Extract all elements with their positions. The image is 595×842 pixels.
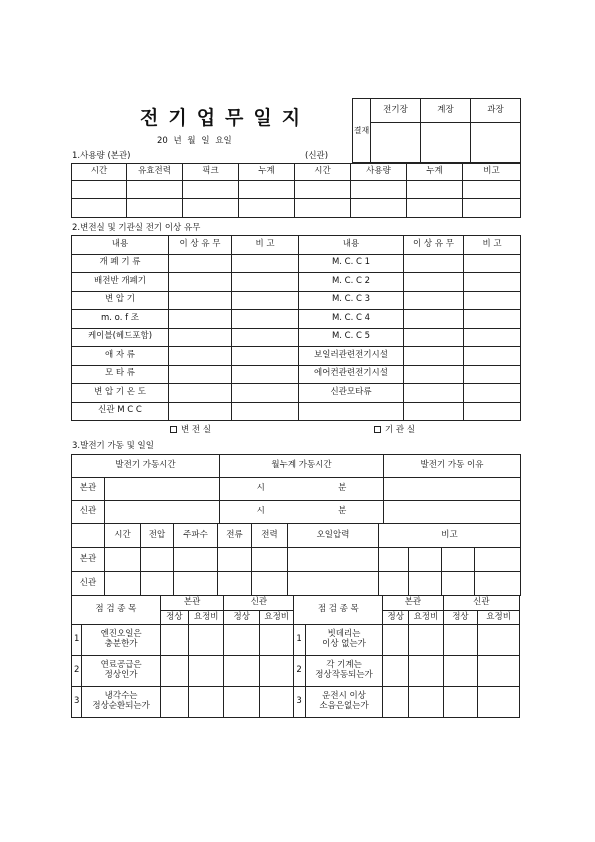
row-label-main: 본관 [72,478,105,501]
col-header: 비 고 [464,236,521,255]
entry-cell[interactable] [127,199,183,218]
entry-cell[interactable] [379,572,409,596]
section1-annex-label: (신관) [305,151,329,161]
entry-cell[interactable] [72,181,127,199]
entry-cell[interactable] [404,384,464,403]
sub-header: 요정비 [478,611,520,625]
entry-cell[interactable] [478,687,520,718]
entry-cell[interactable] [188,687,224,718]
col-header: 전력 [252,524,288,548]
entry-cell[interactable] [239,199,295,218]
entry-cell[interactable] [183,199,239,218]
entry-cell[interactable] [404,273,464,292]
row-label-annex: 신관 [72,572,105,596]
entry-cell[interactable] [384,501,521,524]
col-header: 이 상 유 무 [169,236,232,255]
entry-cell[interactable] [404,365,464,384]
entry-cell[interactable] [409,548,442,572]
col-header: 신관 [224,596,294,611]
inspection-line: 이상 없는가 [322,639,366,649]
entry-cell[interactable] [232,273,299,292]
entry-cell[interactable] [478,625,520,656]
col-header: 전압 [141,524,174,548]
entry-cell[interactable] [407,181,463,199]
entry-cell[interactable] [160,687,188,718]
inspection-line: 정상순환되는가 [92,701,150,711]
sub-header: 요정비 [409,611,443,625]
entry-cell[interactable] [464,273,521,292]
item-label: 변 압 기 [72,291,169,310]
entry-cell[interactable] [478,656,520,687]
col-header: 신관 [443,596,519,611]
approval-role-section-head: 과장 [471,99,521,123]
col-header: 전류 [218,524,252,548]
checkbox-substation[interactable] [170,423,211,435]
entry-cell[interactable] [409,572,442,596]
entry-cell[interactable] [475,548,521,572]
entry-cell[interactable] [224,625,260,656]
entry-cell[interactable] [169,273,232,292]
item-label [299,402,404,421]
approval-sign-cell[interactable] [471,123,521,163]
inspection-line: 충분한가 [104,639,138,649]
entry-cell[interactable] [383,687,409,718]
entry-cell[interactable] [351,181,407,199]
item-label: 애 자 류 [72,347,169,366]
entry-cell[interactable] [443,625,477,656]
entry-cell[interactable] [232,328,299,347]
inspection-item [305,625,382,656]
col-header: 누계 [407,164,463,181]
entry-cell[interactable] [475,572,521,596]
entry-cell[interactable] [351,199,407,218]
entry-cell[interactable] [295,199,351,218]
entry-cell[interactable] [464,310,521,329]
entry-cell[interactable] [259,625,293,656]
generator-detail-table [71,523,521,596]
col-header: 비 고 [232,236,299,255]
entry-cell[interactable] [252,548,288,572]
item-number: 3 [72,687,82,718]
entry-cell[interactable] [404,347,464,366]
item-label: M. C. C 2 [299,273,404,292]
entry-cell[interactable] [169,310,232,329]
entry-cell[interactable] [169,328,232,347]
inspection-item [82,656,160,687]
entry-cell[interactable] [404,310,464,329]
inspection-item-header: 점 검 종 목 [294,596,383,625]
col-header: 비고 [463,164,521,181]
entry-cell[interactable] [442,572,475,596]
approval-role-chief-electrician: 전기장 [371,99,421,123]
checkbox-icon[interactable] [374,426,381,433]
item-number: 2 [294,656,305,687]
entry-cell[interactable] [141,548,174,572]
checkbox-icon[interactable] [170,426,177,433]
item-label: 개 폐 기 류 [72,254,169,273]
entry-cell[interactable] [252,572,288,596]
entry-cell[interactable] [169,347,232,366]
entry-cell[interactable] [379,548,409,572]
inspection-line: 운전시 이상 [322,691,366,702]
entry-cell[interactable] [224,656,260,687]
entry-cell[interactable] [232,402,299,421]
item-label: m. o. f 조 [72,310,169,329]
hour-unit: 시 [220,478,302,501]
col-header: 내용 [299,236,404,255]
entry-cell[interactable] [105,478,220,501]
entry-cell[interactable] [404,254,464,273]
minute-unit: 분 [302,478,384,501]
entry-cell[interactable] [259,687,293,718]
entry-cell[interactable] [127,181,183,199]
entry-cell[interactable] [383,656,409,687]
checkbox-engine-room[interactable] [374,423,415,435]
entry-cell[interactable] [295,181,351,199]
entry-cell[interactable] [463,199,521,218]
item-label: M. C. C 1 [299,254,404,273]
minute-unit: 분 [302,501,384,524]
inspection-line: 냉각수는 [104,691,138,702]
entry-cell[interactable] [404,291,464,310]
entry-cell[interactable] [169,402,232,421]
entry-cell[interactable] [443,656,477,687]
entry-cell[interactable] [160,656,188,687]
entry-cell[interactable] [464,365,521,384]
entry-cell[interactable] [188,625,224,656]
entry-cell[interactable] [464,402,521,421]
item-label: M. C. C 5 [299,328,404,347]
entry-cell[interactable] [464,291,521,310]
hour-unit: 시 [220,501,302,524]
approval-sign-cell[interactable] [371,123,421,163]
entry-cell[interactable] [464,254,521,273]
substation-table [71,235,521,421]
item-label: 보일러관련전기시설 [299,347,404,366]
entry-cell[interactable] [105,501,220,524]
entry-cell[interactable] [174,572,218,596]
item-number: 3 [294,687,305,718]
entry-cell[interactable] [239,181,295,199]
inspection-line: 정상인가 [104,670,138,680]
col-header: 오일압력 [288,524,379,548]
generator-runtime-table [71,454,521,524]
sub-header: 정상 [224,611,260,625]
item-label: 에어컨관련전기시설 [299,365,404,384]
entry-cell[interactable] [409,687,443,718]
item-label: 배전반 개폐기 [72,273,169,292]
col-header: 사용량 [351,164,407,181]
page-title: 전기업무일지 [140,107,311,129]
approval-table [352,98,521,163]
entry-cell[interactable] [160,625,188,656]
item-number: 1 [72,625,82,656]
item-label: 신관 M C C [72,402,169,421]
entry-cell[interactable] [404,328,464,347]
entry-cell[interactable] [409,656,443,687]
inspection-item [305,656,382,687]
entry-cell[interactable] [105,572,141,596]
sub-header: 정상 [160,611,188,625]
entry-cell[interactable] [232,365,299,384]
entry-cell[interactable] [259,656,293,687]
col-header: 주파수 [174,524,218,548]
sub-header: 요정비 [259,611,293,625]
item-label: 변 압 기 온 도 [72,384,169,403]
entry-cell[interactable] [232,310,299,329]
item-number: 2 [72,656,82,687]
entry-cell[interactable] [464,384,521,403]
item-label: 모 타 류 [72,365,169,384]
row-label-main: 본관 [72,548,105,572]
inspection-line: 빗데리는 [327,629,361,640]
inspection-item-header: 점 검 종 목 [72,596,161,625]
entry-cell[interactable] [409,625,443,656]
entry-cell[interactable] [169,365,232,384]
entry-cell[interactable] [383,625,409,656]
entry-cell[interactable] [463,181,521,199]
entry-cell[interactable] [464,347,521,366]
sub-header: 정상 [383,611,409,625]
entry-cell[interactable] [183,181,239,199]
inspection-line: 정상작동되는가 [315,670,373,680]
entry-cell[interactable] [169,384,232,403]
col-header: 내용 [72,236,169,255]
col-header: 시간 [72,164,127,181]
entry-cell[interactable] [232,291,299,310]
entry-cell[interactable] [224,687,260,718]
checkbox-label: 변 전 실 [181,425,212,435]
inspection-line: 엔진오일은 [100,629,142,640]
usage-table [71,163,521,218]
entry-cell[interactable] [404,402,464,421]
entry-cell[interactable] [384,478,521,501]
approval-role-chief: 계장 [421,99,471,123]
approval-label: 결재 [353,99,371,163]
entry-cell[interactable] [169,291,232,310]
entry-cell[interactable] [443,687,477,718]
date-line: 20 년 월 일 요일 [157,136,232,146]
col-header: 본관 [160,596,224,611]
col-header: 이 상 유 무 [404,236,464,255]
section3-title: 3.발전기 가동 및 일일 [72,441,154,451]
inspection-line: 각 기계는 [326,660,362,671]
entry-cell[interactable] [169,254,232,273]
col-header: 월누계 가동시간 [220,455,384,478]
inspection-item [305,687,382,718]
sub-header: 요정비 [188,611,224,625]
entry-cell[interactable] [288,572,379,596]
col-header: 유효전력 [127,164,183,181]
item-label: 신관모타류 [299,384,404,403]
entry-cell[interactable] [232,384,299,403]
entry-cell[interactable] [288,548,379,572]
inspection-item [82,687,160,718]
col-header: 누계 [239,164,295,181]
col-header: 시간 [105,524,141,548]
col-header: 시간 [295,164,351,181]
entry-cell[interactable] [105,548,141,572]
inspection-item [82,625,160,656]
checkbox-label: 기 관 실 [385,425,416,435]
col-header: 발전기 가동 이유 [384,455,521,478]
entry-cell[interactable] [218,548,252,572]
entry-cell[interactable] [218,572,252,596]
item-label: 케이블(헤드포함) [72,328,169,347]
inspection-line: 연료공급은 [100,660,142,671]
inspection-table [71,595,520,718]
blank-header [72,524,105,548]
section1-title: 1.사용량 (본관) [72,151,131,161]
sub-header: 정상 [443,611,477,625]
row-label-annex: 신관 [72,501,105,524]
item-label: M. C. C 4 [299,310,404,329]
entry-cell[interactable] [232,347,299,366]
section2-title: 2.변전실 및 기관실 전기 이상 유무 [72,223,201,233]
entry-cell[interactable] [174,548,218,572]
col-header: 비고 [379,524,521,548]
entry-cell[interactable] [442,548,475,572]
item-number: 1 [294,625,305,656]
entry-cell[interactable] [141,572,174,596]
entry-cell[interactable] [407,199,463,218]
entry-cell[interactable] [232,254,299,273]
col-header: 본관 [383,596,444,611]
entry-cell[interactable] [464,328,521,347]
col-header: 발전기 가동시간 [72,455,220,478]
inspection-line: 소음은없는가 [319,701,369,711]
approval-sign-cell[interactable] [421,123,471,163]
entry-cell[interactable] [72,199,127,218]
entry-cell[interactable] [188,656,224,687]
item-label: M. C. C 3 [299,291,404,310]
col-header: 픽크 [183,164,239,181]
